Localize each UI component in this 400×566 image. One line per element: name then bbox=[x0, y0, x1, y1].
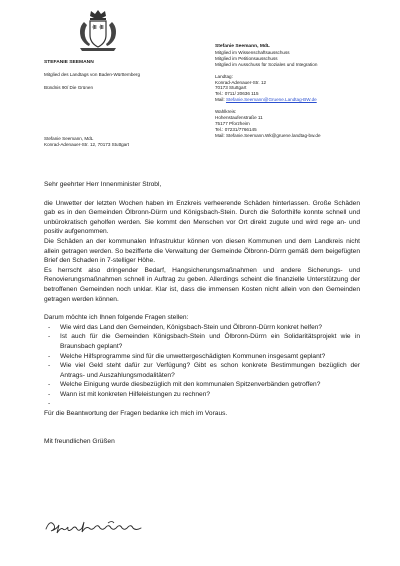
closing: Mit freundlichen Grüßen bbox=[44, 437, 115, 445]
questions-intro: Darum möchte ich Ihnen folgende Fragen stellen: bbox=[44, 314, 189, 322]
wahlkreis-label: Wahlkreis: bbox=[215, 109, 237, 115]
membership-item: Mitglied im Wissenschaftsausschuss bbox=[215, 49, 290, 55]
contact-block bbox=[215, 44, 385, 139]
question-item: - Wie wird das Land den Gemeinden, Königsbach-Stein und Ölbronn-Dürrn konkret helfen? bbox=[44, 323, 360, 333]
paragraph: Die Schäden an der kommunalen Infrastruktur können von diesen Kommunen und dem Landkreis nicht allein getragen werden. So bezifferte die Verwaltung der Gemeinde Ölbronn-Dürrn gemäß dem beigefügten Brief den Schaden in 7-stelliger Höhe. bbox=[44, 237, 360, 265]
state-coat-of-arms-logo bbox=[74, 8, 122, 54]
landtag-mail-link[interactable]: Stefanie.Seemann@Gruene.Landtag-BW.de bbox=[225, 97, 317, 103]
questions-list bbox=[44, 323, 360, 409]
landtag-mail-label: Mail: bbox=[215, 97, 225, 103]
landtag-city: 70173 Stuttgart bbox=[215, 85, 247, 91]
sender-role: Mitglied des Landtags von Baden-Württemberg bbox=[44, 72, 141, 78]
paragraph: die Unwetter der letzten Wochen haben im Enzkreis verheerende Schäden hinterlassen. Große Schäden gab es in den Gemeinden Ölbronn-Dürrn und Königsbach-Stein. Durch die Soforthilfe konnte schnell und unbürokratisch geholfen werden. Sie kommt den Menschen vor Ort direkt zugute und wird rege an- und positiv aufgenommen. bbox=[44, 199, 360, 236]
membership-item: Mitglied im Petitionsausschuss bbox=[215, 55, 278, 61]
sender-block bbox=[44, 60, 204, 91]
question-item: - Wann ist mit konkreten Hilfeleistungen zu rechnen? bbox=[44, 390, 360, 400]
question-item: - Ist auch für die Gemeinden Königsbach-Stein und Ölbronn-Dürrn ein Solidaritätsprojekt wie in Braunsbach geplant? bbox=[44, 332, 360, 351]
wahlkreis-tel: Tel.: 07231/7766145 bbox=[215, 126, 257, 132]
contact-name: Stefanie Seemann, MdL bbox=[215, 44, 270, 49]
wahlkreis-street: Hohenstaufenstraße 11 bbox=[215, 115, 263, 121]
sender-name: STEFANIE SEEMANN bbox=[44, 60, 94, 65]
sender-party: Bündnis 90/ Die Grünen bbox=[44, 84, 94, 90]
question-item: - Welche Hilfsprogramme sind für die unwettergeschädigten Kommunen insgesamt geplant? bbox=[44, 352, 360, 362]
membership-item: Mitglied im Ausschuss für Soziales und Integration bbox=[215, 61, 318, 67]
salutation: Sehr geehrter Herr Innenminister Strobl, bbox=[44, 181, 162, 188]
question-item: - Wie viel Geld steht dafür zur Verfügung? Gibt es schon konkrete Bestimmungen bezüglich der Antrags- und Auszahlungsmodalitäten? bbox=[44, 361, 360, 380]
paragraph: Es herrscht also dringender Bedarf, Hangsicherungsmaßnahmen und andere Sicherungs- und Renovierungsmaßnahmen schnell in Auftrag zu geben. Allerdings scheint die finanzielle Unterstützung der betroffenen Gemeinden noch unklar. Klar ist, dass die immensen Kosten nicht allein von den Gemeinden getragen werden können. bbox=[44, 266, 360, 303]
letter-body bbox=[44, 180, 360, 446]
wahlkreis-mail: Mail: Stefanie.Seemann.Wk@gruene.landtag-bw.de bbox=[215, 132, 321, 138]
handwritten-signature bbox=[44, 518, 154, 534]
question-item-empty bbox=[44, 399, 360, 409]
return-address-street: Konrad-Adenauer-Str. 12, 70173 Stuttgart bbox=[44, 142, 130, 148]
return-address-name: Stefanie Seemann, MdL bbox=[44, 136, 94, 141]
thanks-line: Für die Beantwortung der Fragen bedanke ich mich im Voraus. bbox=[44, 410, 228, 418]
return-address bbox=[44, 136, 204, 149]
landtag-street: Konrad-Adenauer-Str. 12 bbox=[215, 79, 267, 85]
landtag-tel: Tel.: 0711/ 20636 115 bbox=[215, 91, 259, 97]
landtag-label: Landtag: bbox=[215, 73, 233, 79]
wahlkreis-city: 75177 Pforzheim bbox=[215, 120, 250, 126]
question-item: - Welche Einigung wurde diesbezüglich mit den kommunalen Spitzenverbänden getroffen? bbox=[44, 380, 360, 390]
